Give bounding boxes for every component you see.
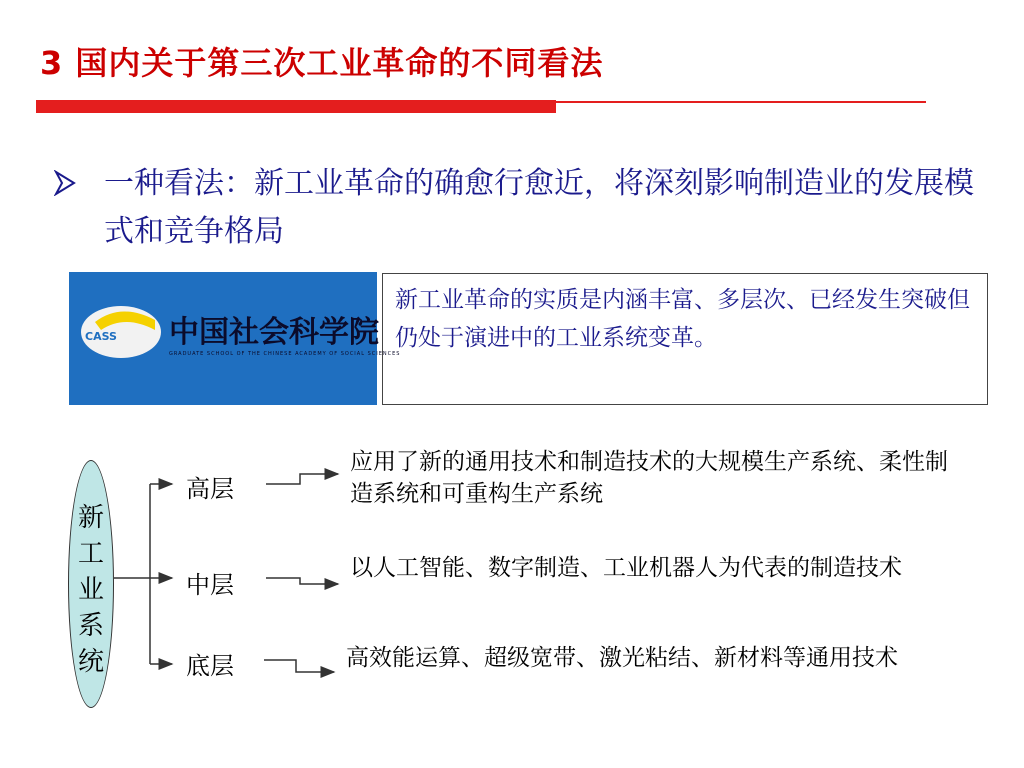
bullet-text: 一种看法：新工业革命的确愈行愈近，将深刻影响制造业的发展模式和竞争格局	[104, 166, 974, 249]
level-description-low: 高效能运算、超级宽带、激光粘结、新材料等通用技术	[346, 645, 898, 671]
level-description-mid: 以人工智能、数字制造、工业机器人为代表的制造技术	[350, 555, 902, 581]
level-arrow-high	[266, 474, 338, 484]
level-arrow-low	[264, 660, 334, 672]
page-title: 3 国内关于第三次工业革命的不同看法	[40, 44, 604, 82]
level-label-low: 底层	[186, 652, 234, 680]
level-label-high: 高层	[186, 475, 234, 503]
level-description-high: 应用了新的通用技术和制造技术的大规模生产系统、柔性制造系统和可重构生产系统	[350, 449, 948, 507]
logo-name: 中国社会科学院	[169, 315, 379, 350]
level-arrow-mid	[266, 578, 338, 584]
logo-abbr: CASS	[85, 330, 117, 343]
quote-box: 新工业革命的实质是内涵丰富、多层次、已经发生突破但仍处于演进中的工业系统变革。	[382, 273, 988, 405]
root-node-label: 新工业系统	[77, 503, 104, 677]
level-label-mid: 中层	[186, 571, 234, 599]
logo-subtitle: GRADUATE SCHOOL OF THE CHINESE ACADEMY OF SOCIAL SCIENCES	[169, 351, 401, 357]
